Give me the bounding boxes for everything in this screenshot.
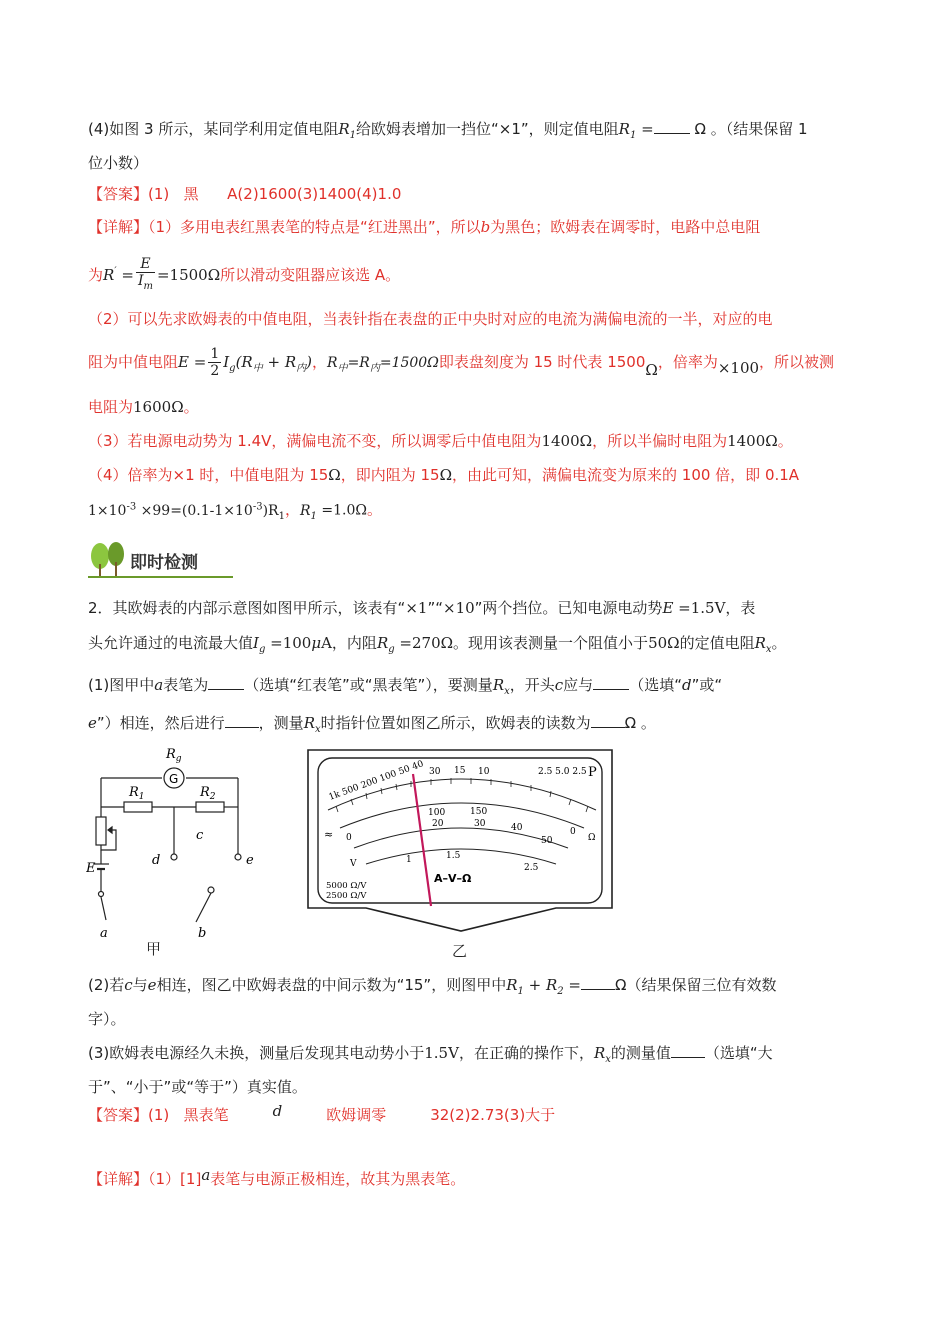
answer-blank[interactable] [671,1043,705,1058]
answer-blank[interactable] [208,675,244,690]
q4-text-c: Ω 。（结果保留 1 [694,120,808,138]
figure-label-yi: 乙 [452,942,468,960]
omega-right-label: Ω [588,833,596,843]
circuit-diagram [86,742,266,942]
galvanometer-label: G [169,772,179,786]
detail1-line6: （3）若电源电动势为 1.4V，满偏电流不变，所以调零后中值电阻为1400Ω，所以半偏时电阻为1400Ω。 [88,432,793,450]
q2-line1: 2．其欧姆表的内部示意图如图甲所示，该表有“×1”“×10”两个挡位。已知电源电动势E =1.5V，表 [88,599,756,617]
answer-blank[interactable] [581,975,615,990]
q2-part3-line1: (3)欧姆表电源经久未换，测量后发现其电动势小于1.5V，在正确的操作下，$R_x$的测量值 （选填“大 [88,1044,773,1065]
mid-scale-150: 150 [470,807,488,817]
detail1-line7: （4）倍率为×1 时，中值电阻为 15Ω，即内阻为 15Ω，由此可知，满偏电流变为原来的 100 倍，即 0.1A [88,466,800,484]
q2-line2: 头允许通过的电流最大值$I_g =100\mu A$，内阻$R_g =270\Omega$。现用该表测量一个阻值小于50Ω的定值电阻$R_x$。 [88,634,787,655]
q2-part1-line1: (1)图甲中a表笔为 （选填“红表笔”或“黑表笔”），要测量$R_x$，开头c应与 （选填“d”或“ [88,676,723,697]
meter-dial [306,748,614,933]
a-label: a [100,926,108,941]
meter-sensitivity-2: 2500 Ω/V [326,891,367,901]
q4-text-b: 给欧姆表增加一挡位“×1”，则定值电阻 [356,120,619,138]
ac-symbol: ≈ [324,828,334,841]
e-terminal-label: e [246,853,254,868]
detail1-line3: （2）可以先求欧姆表的中值电阻，当表针指在表盘的正中央时对应的电流为满偏电流的一半，对应的电 [88,310,773,328]
answer-blank[interactable] [593,675,629,690]
mid2-scale-20: 20 [432,819,444,829]
answer1-line [88,183,401,205]
r1-symbol: $R_1$ [338,120,357,141]
ohm-zero-label: 0 [570,827,576,837]
mid-scale-0: 0 [346,833,352,843]
q2-part2-line2: 字）。 [88,1010,126,1028]
q4-line2: 位小数） [88,154,149,172]
q4-line1: (4)如图 3 所示，某同学利用定值电阻$R_1$给欧姆表增加一挡位“×1”，则定值电阻$R_1 = \Omega$ 。（结果保留 1 [88,120,808,141]
r2-label: $R_2$ [200,785,216,802]
answer-blank[interactable] [225,713,259,728]
ohm-scale-15: 15 [454,766,466,776]
rg-label: $R_g$ [166,747,182,764]
ohm-scale-30: 30 [429,767,441,777]
detail1-label: 【详解】 [88,218,149,236]
ohm-scale-10: 10 [478,767,490,777]
answer-blank[interactable] [591,713,625,728]
v-label: V [350,859,357,869]
answer1-text: (1) 黑 A(2)1600(3)1400(4)1.0 [148,185,402,203]
figure-label-jia: 甲 [146,940,162,958]
c-label: c [196,828,204,843]
meter-center-label: A–V–Ω [434,872,472,885]
answer2-line: 【答案】(1) 黑表笔 d 欧姆调零 32(2)2.73(3)大于 [88,1102,556,1124]
meter-p-label: P [588,765,597,780]
low-scale-1-5: 1.5 [446,851,461,861]
ohm-scale-labels: 1k 500 200 100 50 40 [327,759,426,803]
detail1-line1: 【详解】（1）多用电表红黑表笔的特点是“红进黑出”，所以b为黑色；欧姆表在调零时，电路中总电阻 [88,218,761,236]
detail2-line: 【详解】（1）[1]a表笔与电源正极相连，故其为黑表笔。 [88,1166,466,1188]
mid-scale-100: 100 [428,808,446,818]
mid2-scale-40: 40 [511,823,523,833]
b-label: b [198,926,207,941]
r1-label: $R_1$ [129,785,145,802]
section-title: 即时检测 [130,553,198,573]
detail1-line5: 电阻为1600Ω。 [88,398,199,416]
q2-part3-line2: 于”、“小于”或“等于”）真实值。 [88,1078,307,1096]
detail2-label: 【详解】 [88,1170,149,1188]
answer-blank[interactable] [654,119,690,134]
detail1-line4: 阻为中值电阻E = $\frac{1}{2}$ $I_g(R_中 + R_内)$，$R_中=R_内=1500\Omega$即表盘刻度为 15 时代表 1500Ω，倍率为×100，所以被测 [88,346,835,379]
q4-text-a: (4)如图 3 所示，某同学利用定值电阻 [88,120,339,138]
d-label: d [152,853,161,868]
detail1-line2: 为R′ = $\frac{E}{I_m}$ =1500Ω所以滑动变阻器应该选 A。 [88,256,401,292]
answer2-label: 【答案】 [88,1106,149,1124]
detail1-line8: $1\times 10^{-3} \times 99=(0.1-1\times 10^{-3})R_1$，$R_1 =1.0\Omega$。 [88,500,382,522]
answer1-label: 【答案】 [88,185,149,203]
section-banner [88,540,238,580]
battery-label: E [86,861,96,876]
meter-sensitivity-1: 5000 Ω/V [326,881,367,891]
mid2-scale-50: 50 [541,836,553,846]
q2-part1-line2: e”）相连，然后进行 ，测量$R_x$时指针位置如图乙所示，欧姆表的读数为 Ω 。 [88,714,656,735]
q2-part2-line1: (2)若c与e相连，图乙中欧姆表盘的中间示数为“15”，则图甲中$R_1 + R_2 = \Omega$（结果保留三位有效数 [88,976,777,997]
low-scale-1: 1 [406,855,412,865]
low-scale-2-5: 2.5 [524,863,539,873]
mid2-scale-30: 30 [474,819,486,829]
meter-top-right-label: 2.5 5.0 2.5 [538,767,587,777]
